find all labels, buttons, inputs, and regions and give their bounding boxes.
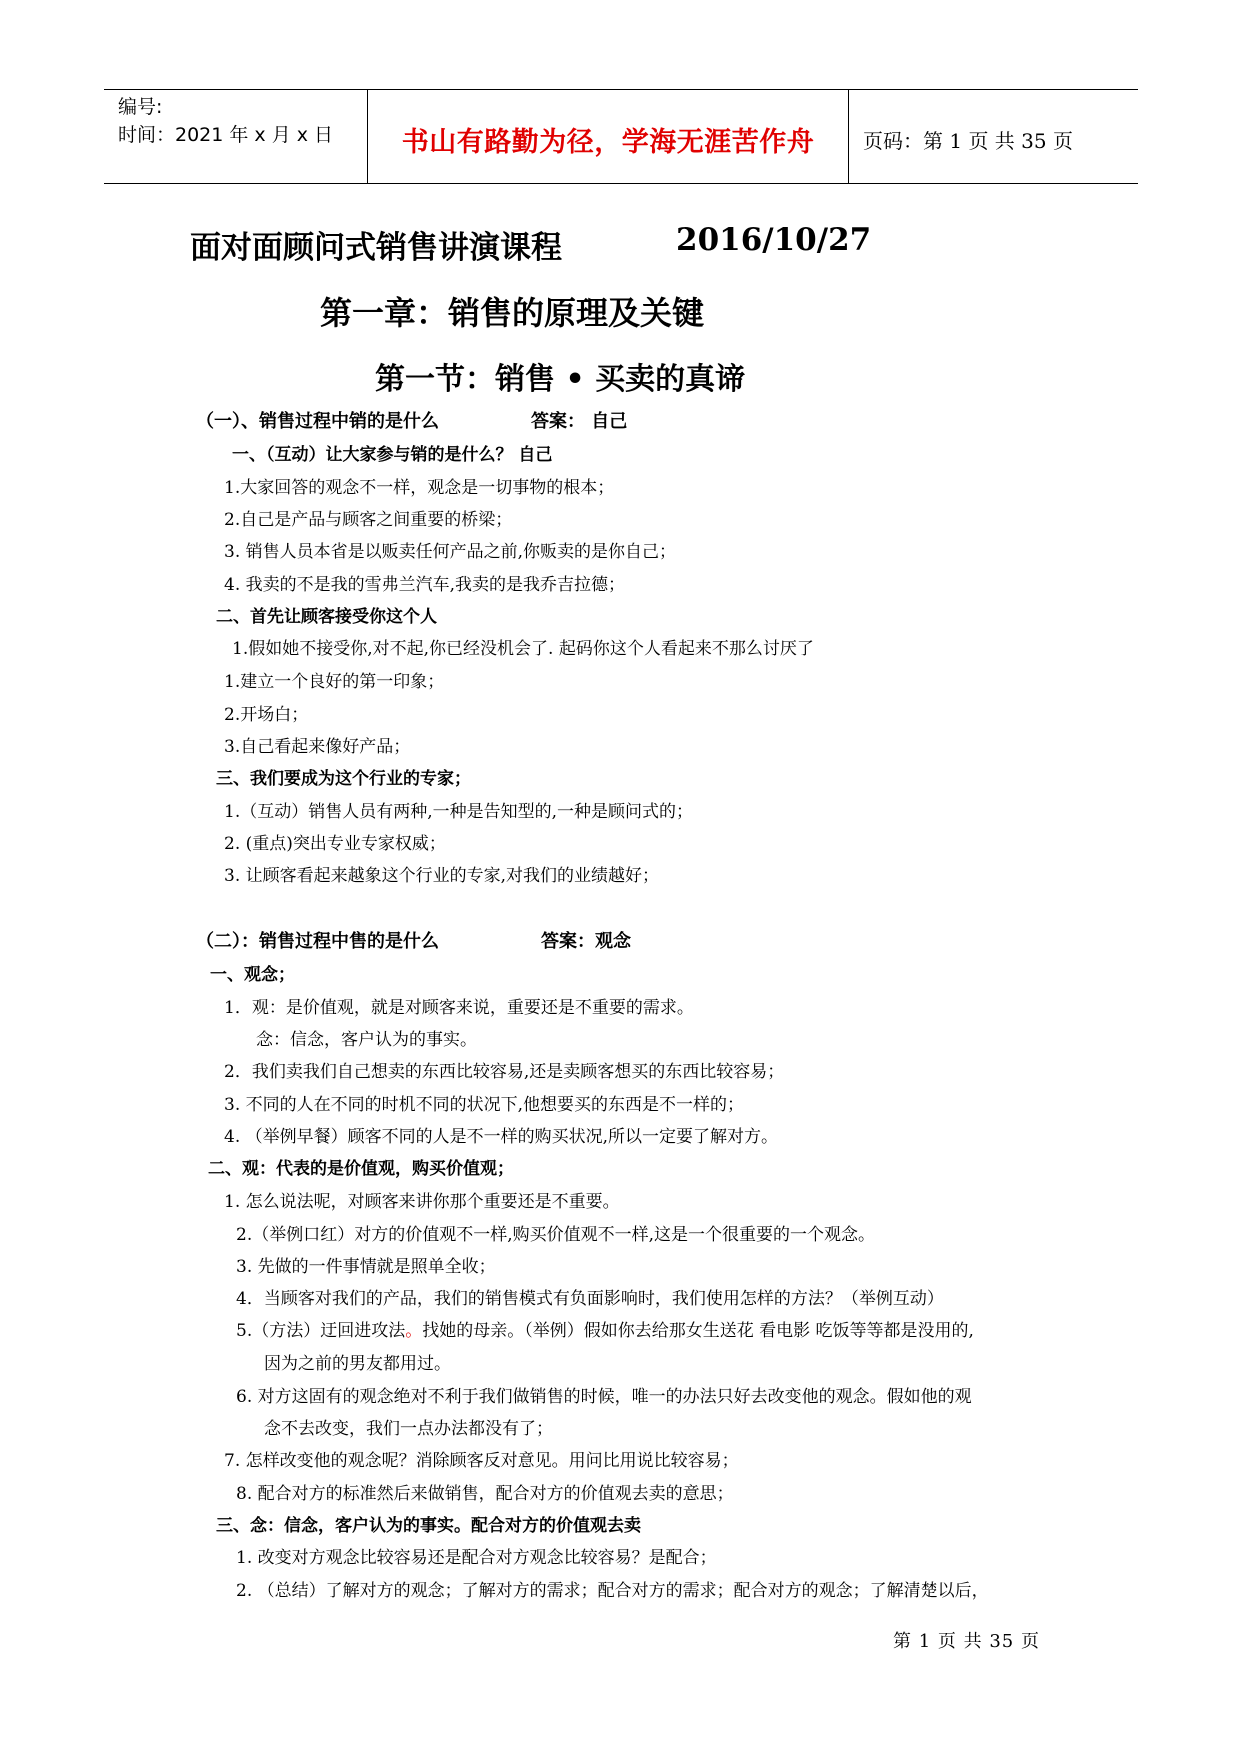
list-item: 3. 让顾客看起来越象这个行业的专家,对我们的业绩越好；: [224, 866, 660, 886]
list-item: 4．当顾客对我们的产品，我们的销售模式有负面影响时，我们使用怎样的方法？（举例互动）: [236, 1289, 944, 1309]
course-title: [190, 222, 872, 267]
list-item: 3. 先做的一件事情就是照单全收；: [236, 1257, 496, 1277]
list-item: 3. 不同的人在不同的时机不同的状况下,他想要买的东西是不一样的；: [224, 1095, 745, 1115]
part2-sub1: 一、观念；: [210, 965, 295, 985]
item5-text-a: 5.（方法）迂回进攻法: [236, 1321, 406, 1341]
list-item: 1.大家回答的观念不一样，观念是一切事物的根本；: [224, 478, 615, 498]
list-item: 1.（互动）销售人员有两种,一种是告知型的,一种是顾问式的；: [224, 802, 694, 822]
time-label: 时间：2021 年 x 月 x 日: [118, 124, 334, 146]
list-item: 念：信念，客户认为的事实。: [256, 1030, 477, 1050]
part1-sub2: 二、首先让顾客接受你这个人: [216, 607, 437, 627]
list-item: 8. 配合对方的标准然后来做销售，配合对方的价值观去卖的意思；: [236, 1484, 734, 1504]
list-item: 1. 改变对方观念比较容易还是配合对方观念比较容易？是配合；: [236, 1548, 717, 1568]
list-item: 2．我们卖我们自己想卖的东西比较容易,还是卖顾客想买的东西比较容易；: [224, 1062, 785, 1082]
part1-heading-text: （一）、销售过程中销的是什么: [196, 411, 439, 432]
part2-sub3: 三、念：信念，客户认为的事实。配合对方的价值观去卖: [216, 1516, 641, 1536]
page-info: 页码：第 1 页 共 35 页: [863, 129, 1073, 153]
part1-heading: [196, 411, 628, 433]
list-item: 2.（举例口红）对方的价值观不一样,购买价值观不一样,这是一个很重要的一个观念。: [236, 1225, 876, 1245]
list-item: 1．观：是价值观，就是对顾客来说，重要还是不重要的需求。: [224, 998, 694, 1018]
list-item: 1.假如她不接受你,对不起,你已经没机会了. 起码你这个人看起来不那么讨厌了: [232, 639, 814, 659]
list-item-continuation: 念不去改变，我们一点办法都没有了；: [264, 1419, 553, 1439]
list-item: 2.开场白；: [224, 705, 309, 725]
list-item: 2. (重点)突出专业专家权威；: [224, 834, 446, 854]
list-item: 1. 怎么说法呢，对顾客来讲你那个重要还是不重要。: [224, 1192, 620, 1212]
chapter-title: 第一章：销售的原理及关键: [320, 294, 705, 332]
item5-text-b: 找她的母亲。（举例）假如你去给那女生送花 看电影 吃饭等等都是没用的,: [422, 1321, 974, 1341]
list-item: [236, 1320, 974, 1342]
list-item: 3.自己看起来像好产品；: [224, 737, 411, 757]
list-item-continuation: 因为之前的男友都用过。: [264, 1354, 451, 1374]
part2-heading: [196, 931, 631, 953]
list-item: 4. （举例早餐）顾客不同的人是不一样的购买状况,所以一定要了解对方。: [224, 1127, 779, 1147]
motto: 书山有路勤为径，学海无涯苦作舟: [401, 127, 815, 158]
item5-red-mark: 。: [405, 1321, 423, 1341]
part1-sub3: 三、我们要成为这个行业的专家；: [216, 769, 471, 789]
part2-sub2: 二、观：代表的是价值观，购买价值观；: [208, 1159, 514, 1179]
part2-answer: 答案：观念: [541, 931, 631, 952]
header-page-cell: [849, 90, 1138, 183]
course-date: 2016/10/27: [676, 222, 872, 258]
header-meta-cell: [104, 90, 368, 183]
list-item: 6. 对方这固有的观念绝对不利于我们做销售的时候，唯一的办法只好去改变他的观念。假如他的观: [236, 1387, 972, 1407]
list-item: 2.自己是产品与顾客之间重要的桥梁；: [224, 510, 513, 530]
part2-heading-text: （二）：销售过程中售的是什么: [196, 931, 439, 952]
list-item: 7. 怎样改变他的观念呢？消除顾客反对意见。用问比用说比较容易；: [224, 1451, 739, 1471]
list-item: 3. 销售人员本省是以贩卖任何产品之前,你贩卖的是你自己；: [224, 542, 677, 562]
list-item: 2. （总结）了解对方的观念；了解对方的需求；配合对方的需求；配合对方的观念；了解清楚以后，: [236, 1581, 989, 1601]
header-motto-cell: [368, 90, 849, 183]
part1-sub1: 一、（互动）让大家参与销的是什么？ 自己: [232, 445, 553, 465]
page-header: [104, 89, 1138, 184]
section-title: 第一节：销售 • 买卖的真谛: [375, 362, 746, 397]
list-item: 1.建立一个良好的第一印象；: [224, 672, 445, 692]
list-item: 4. 我卖的不是我的雪弗兰汽车,我卖的是我乔吉拉德；: [224, 575, 626, 595]
part1-answer: 答案： 自己: [531, 411, 628, 432]
page-footer: 第 1 页 共 35 页: [893, 1631, 1040, 1652]
number-label: 编号:: [118, 96, 163, 118]
course-name: 面对面顾问式销售讲演课程: [190, 230, 562, 266]
